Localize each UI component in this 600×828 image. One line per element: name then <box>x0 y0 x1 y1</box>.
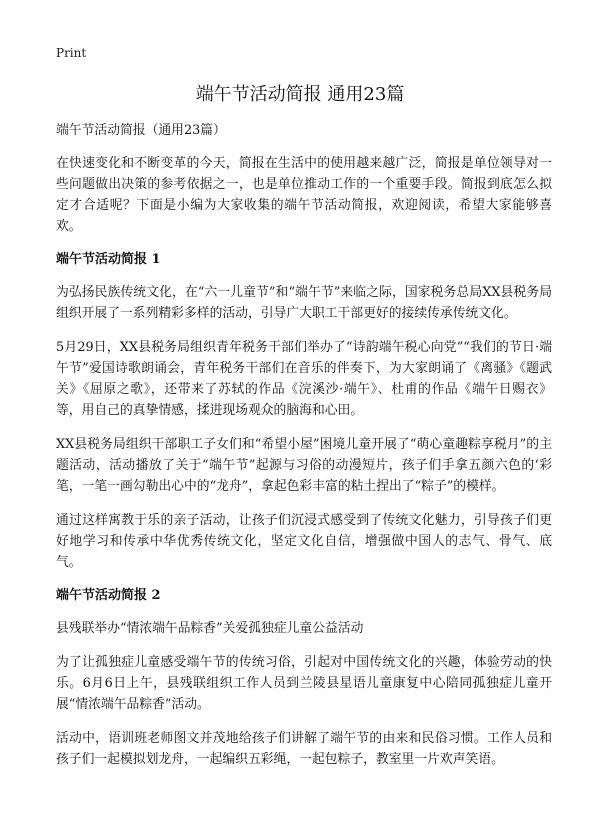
paragraph: 为了让孤独症儿童感受端午节的传统习俗，引起对中国传统文化的兴趣，体验劳动的快乐。6月6日上午，县残联组织工作人员到兰陵县星语儿童康复中心陪同孤独症儿童开展“情浓端午品粽香”活动。 <box>56 655 552 712</box>
paragraph: 活动中，语训班老师图文并茂地给孩子们讲解了端午节的由来和民俗习惯。工作人员和孩子们一起模拟划龙舟，一起编织五彩绳，一起包粽子，教室里一片欢声笑语。 <box>56 731 552 767</box>
section-heading: 端午节活动简报 1 <box>56 252 161 267</box>
paragraph: 通过这样寓教于乐的亲子活动，让孩子们沉浸式感受到了传统文化魅力，引导孩子们更好地学习和传承中华优秀传统文化，坚定文化自信，增强做中国人的志气、骨气、底气。 <box>56 513 552 570</box>
section-heading: 端午节活动简报 2 <box>56 588 161 603</box>
section-1 <box>56 250 552 573</box>
paragraph: 5月29日，XX县税务局组织青年税务干部们举办了“诗韵端午税心向党”“我们的节日·端午节”爱国诗歌朗诵会，青年税务干部们在音乐的伴奏下，为大家朗诵了《离骚》《题武关》《屈原之歌》，还带来了苏轼的作品《浣溪沙·端午》、杜甫的作品《端午日赐衣》等，用自己的真挚情感，揉进现场观众的脑海和心田。 <box>56 340 552 418</box>
intro-paragraph: 在快速变化和不断变革的今天，简报在生活中的使用越来越广泛，简报是单位领导对一些问题做出决策的参考依据之一，也是单位推动工作的一个重要手段。简报到底怎么拟定才合适呢？下面是小编为大家收集的端午节活动简报，欢迎阅读，希望大家能够喜欢。 <box>56 156 552 234</box>
print-label: Print <box>56 46 87 60</box>
paragraph: 为弘扬民族传统文化，在“六一儿童节”和“端午节”来临之际，国家税务总局XX县税务局组织开展了一系列精彩多样的活动，引导广大职工干部更好的接续传承传统文化。 <box>56 285 552 321</box>
paragraph: 县残联举办“情浓端午品粽香”关爱孤独症儿童公益活动 <box>56 621 364 636</box>
document-subtitle: 端午节活动简报（通用23篇） <box>56 123 226 138</box>
document-body <box>56 120 552 783</box>
section-2 <box>56 586 552 770</box>
paragraph: XX县税务局组织干部职工子女们和“希望小屋”困境儿童开展了“萌心童趣粽享税月”的主题活动，活动播放了关于“端午节”起源与习俗的动漫短片，孩子们手拿五颜六色的‘彩笔，一笔一画勾勒出心中的“龙舟”，拿起色彩丰富的粘土捏出了“粽子”的模样。 <box>56 437 552 494</box>
document-title: 端午节活动简报 通用23篇 <box>195 84 405 105</box>
